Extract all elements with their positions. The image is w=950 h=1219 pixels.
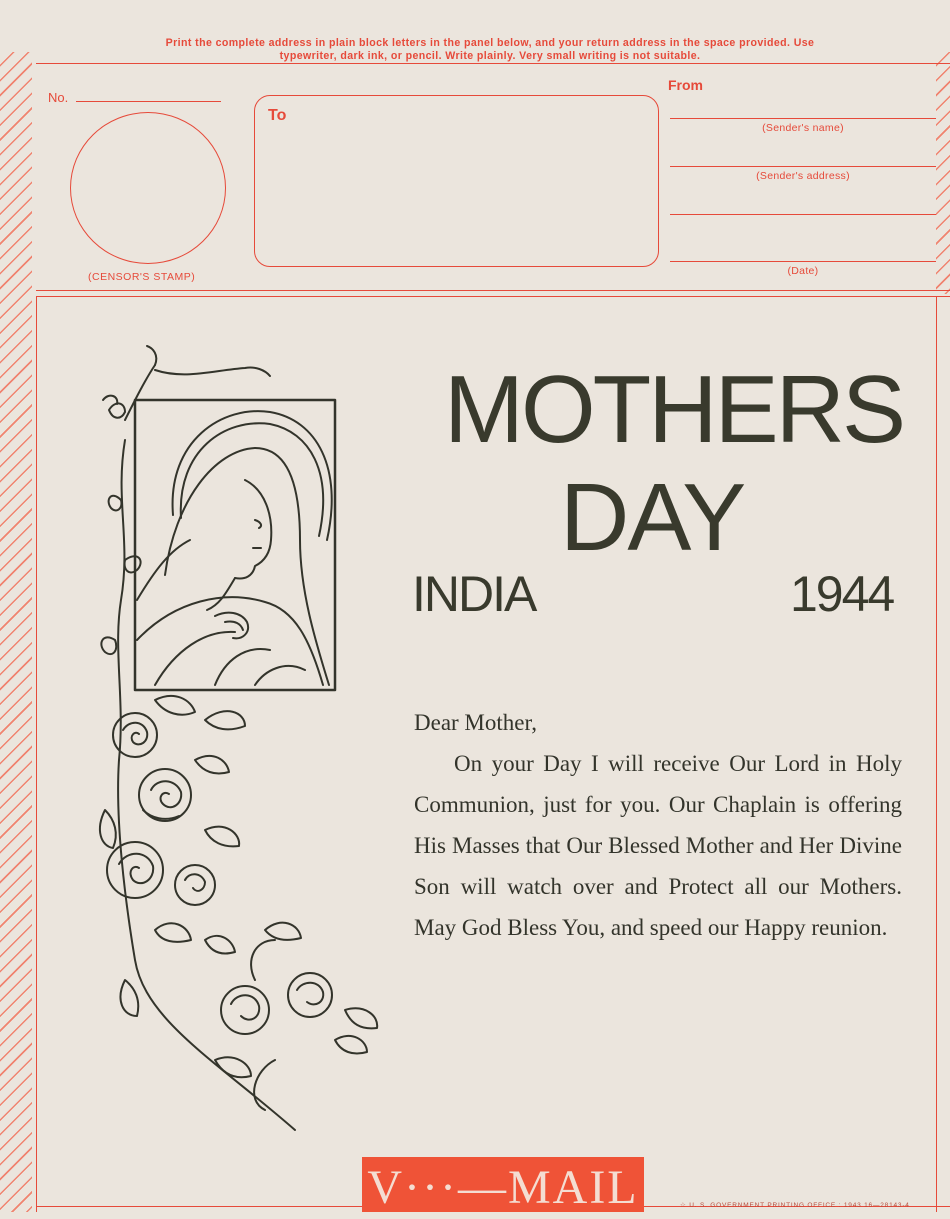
letter-body: On your Day I will receive Our Lord in Holy Communion, just for you. Our Chaplain is offering His Masses that Our Blessed Mother and Her Divine Son will watch over and Protect all our Mothers. May God Bless You, and speed our Happy reunion. [414, 751, 902, 940]
sender-name-caption: (Sender's name) [762, 122, 844, 134]
address-instructions: Print the complete address in plain block letters in the panel below, and your return address in the space provided. Use typewriter, dark ink, or pencil. Write plainly. Very small writing is not suitable. [165, 37, 815, 62]
left-margin-rule [36, 296, 37, 1212]
date-caption: (Date) [787, 265, 819, 277]
to-label: To [268, 107, 287, 124]
number-label: No. [48, 90, 69, 105]
sender-address-caption: (Sender's address) [756, 170, 850, 182]
recipient-address-box[interactable] [254, 95, 659, 267]
title-day: DAY [560, 464, 745, 571]
printer-note: ☆ U. S. GOVERNMENT PRINTING OFFICE : 1943 16—28143-4 [680, 1202, 910, 1209]
censor-stamp-circle [70, 112, 226, 264]
left-hatched-margin [0, 52, 32, 1212]
letter-text [414, 702, 902, 948]
sender-address-line-1[interactable] [670, 166, 936, 167]
right-hatched-margin [936, 52, 950, 294]
from-label: From [668, 77, 703, 93]
address-panel-rule-lower [36, 296, 950, 297]
sender-name-line[interactable] [670, 118, 936, 119]
letter-greeting: Dear Mother, [414, 710, 537, 735]
date-line[interactable] [670, 261, 936, 262]
address-panel-rule-upper [36, 290, 950, 291]
title-mothers: MOTHERS [444, 356, 903, 463]
title-place: INDIA [412, 566, 536, 622]
vmail-logo: V···—MAIL [362, 1157, 644, 1212]
title-year: 1944 [790, 566, 894, 622]
right-margin-rule [936, 296, 937, 1212]
sender-address-line-2[interactable] [670, 214, 936, 215]
censor-stamp-label: (CENSOR'S STAMP) [88, 271, 196, 283]
top-rule [36, 63, 950, 64]
madonna-floral-illustration [95, 340, 395, 1140]
number-field-line[interactable] [76, 101, 221, 102]
